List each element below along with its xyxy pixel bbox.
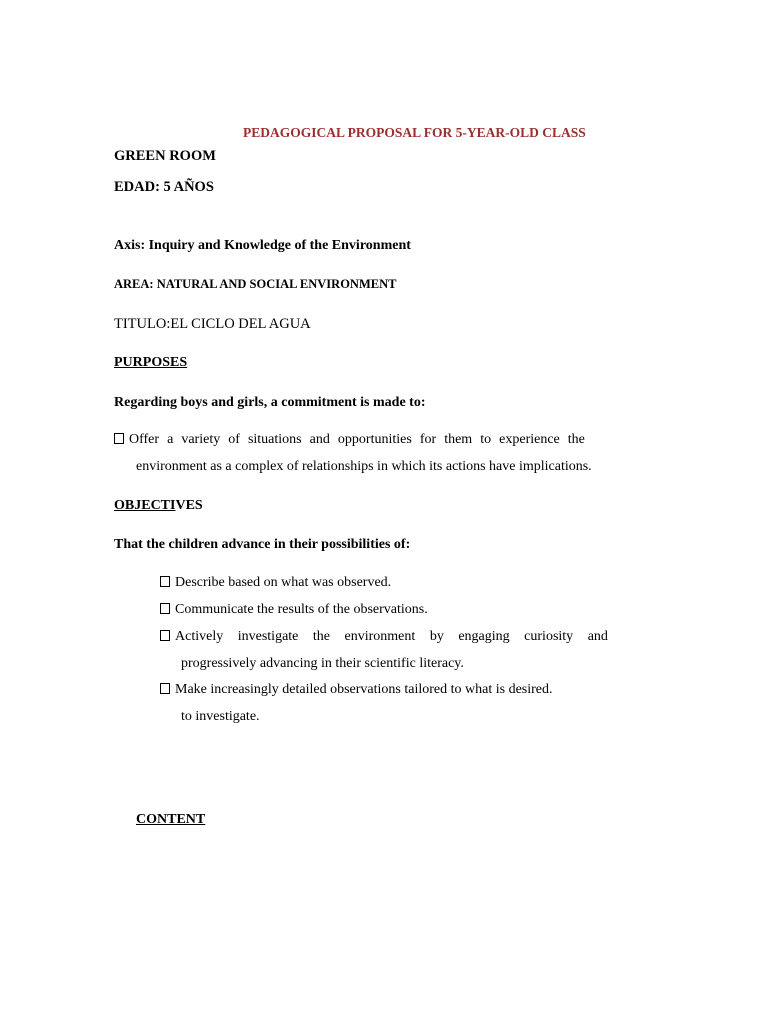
- checkbox-bullet-icon: [160, 630, 170, 641]
- purposes-item-1-first: Offer: [114, 433, 159, 447]
- checkbox-bullet-icon: [160, 576, 170, 587]
- word: by: [429, 629, 444, 644]
- word: situations: [247, 432, 302, 447]
- objectives-item-4-line-2: to investigate.: [181, 709, 260, 724]
- word: investigate: [237, 629, 299, 644]
- room-label: GREEN ROOM: [114, 148, 216, 164]
- checkbox-bullet-icon: [160, 683, 170, 694]
- word: and: [587, 629, 608, 644]
- word: and: [309, 432, 330, 447]
- objectives-item-2: [160, 603, 428, 617]
- word: a: [167, 432, 174, 447]
- word: of: [228, 432, 240, 447]
- area-label: AREA: NATURAL AND SOCIAL ENVIRONMENT: [114, 277, 397, 291]
- word: opportunities: [337, 432, 412, 447]
- objectives-item-4: [160, 683, 553, 697]
- purposes-lead: Regarding boys and girls, a commitment is made to:: [114, 395, 426, 410]
- word: to: [480, 432, 492, 447]
- word: experience: [499, 432, 560, 447]
- word: environment: [344, 629, 416, 644]
- word: them: [444, 432, 473, 447]
- axis-label: Axis: Inquiry and Knowledge of the Environment: [114, 238, 411, 253]
- objectives-item-2-text: Communicate the results of the observations.: [175, 602, 428, 617]
- word: the: [567, 432, 585, 447]
- word: variety: [181, 432, 221, 447]
- objectives-item-4-text: Make increasingly detailed observations tailored to what is desired.: [175, 682, 553, 697]
- objectives-lead: That the children advance in their possibilities of:: [114, 537, 411, 552]
- purposes-heading: PURPOSES: [114, 355, 188, 370]
- objectives-item-3: [160, 630, 608, 644]
- word: curiosity: [524, 629, 574, 644]
- objectives-item-1-text: Describe based on what was observed.: [175, 575, 392, 590]
- objectives-item-1: [160, 576, 391, 590]
- purposes-item-1: [114, 433, 585, 447]
- checkbox-bullet-icon: [160, 603, 170, 614]
- content-heading: CONTENT: [136, 812, 206, 827]
- objectives-item-3-line-2: progressively advancing in their scientific literacy.: [181, 656, 464, 671]
- purposes-item-1-line-2: environment as a complex of relationships in which its actions have implications.: [136, 459, 592, 474]
- objectives-heading: [114, 499, 203, 513]
- word: the: [312, 629, 331, 644]
- word: for: [419, 432, 437, 447]
- age-label: EDAD: 5 AÑOS: [114, 179, 214, 195]
- document-title: PEDAGOGICAL PROPOSAL FOR 5-YEAR-OLD CLASS: [243, 125, 586, 140]
- titulo-label: TITULO:EL CICLO DEL AGUA: [114, 316, 311, 332]
- word: engaging: [458, 629, 510, 644]
- objectives-item-3-first: Actively: [160, 630, 223, 644]
- objectives-heading-rest: VES: [175, 498, 203, 513]
- objectives-heading-underlined: OBJECTI: [114, 498, 176, 513]
- checkbox-bullet-icon: [114, 433, 124, 444]
